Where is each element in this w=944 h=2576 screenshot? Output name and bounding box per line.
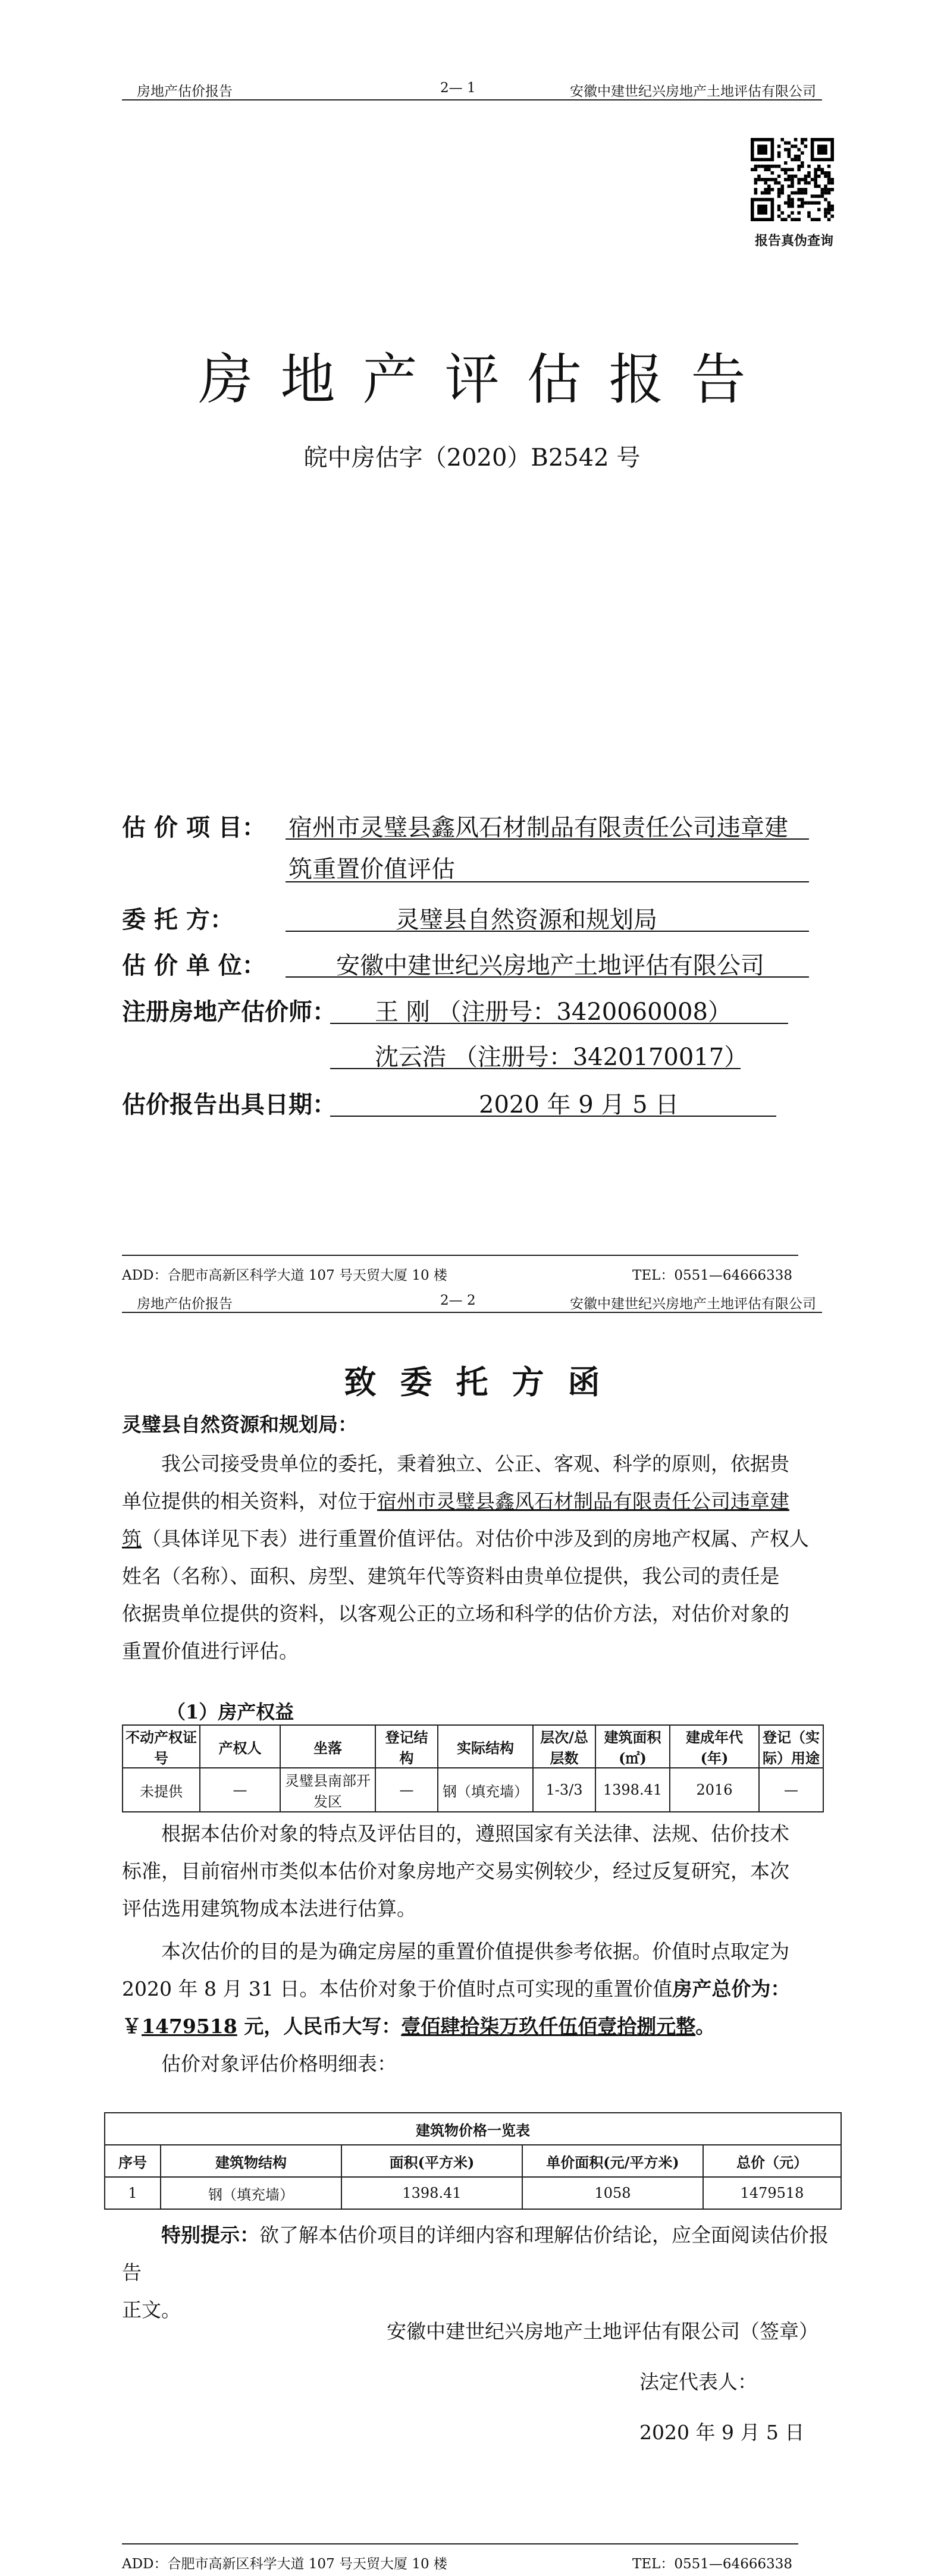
project-value-line2: 筑重置价值评估 — [288, 856, 455, 883]
col-header: 登记结构 — [375, 1725, 438, 1768]
col-header: 建成年代(年) — [670, 1725, 759, 1768]
para1-line3 — [122, 1520, 836, 1557]
para2-line2: 标准，目前宿州市类似本估价对象房地产交易实例较少，经过反复研究，本次 — [122, 1859, 789, 1883]
cell: 灵璧县南部开发区 — [280, 1768, 375, 1812]
header-left: 房地产估价报告 — [137, 84, 233, 99]
rmb-label: 元，人民币大写： — [237, 2015, 402, 2038]
cell: 1398.41 — [595, 1768, 670, 1812]
appraiser-label: 注册房地产估价师： — [122, 998, 336, 1026]
para1-line1: 我公司接受贵单位的委托，秉着独立、公正、客观、科学的原则，依据贵 — [161, 1452, 789, 1475]
underline — [330, 1068, 741, 1069]
header-page-number: 2— 2 — [440, 1293, 476, 1308]
table-row — [105, 2177, 841, 2209]
header-company: 安徽中建世纪兴房地产土地评估有限公司 — [570, 1296, 816, 1312]
para1-text: （具体详见下表）进行重置价值评估。对估价中涉及到的房地产权属、产权人 — [142, 1527, 809, 1550]
cell: 1398.41 — [341, 2177, 522, 2209]
table-title: 建筑物价格一览表 — [105, 2113, 841, 2145]
underline — [286, 976, 809, 978]
letter-title: 致委托方函 — [344, 1363, 624, 1401]
page-header — [122, 80, 822, 100]
unit-label: 估 价 单 位： — [122, 951, 266, 979]
section-property-rights: （1）房产权益 — [167, 1701, 294, 1723]
tip-label: 特别提示： — [161, 2223, 259, 2247]
legal-representative: 法定代表人： — [639, 2370, 757, 2393]
qr-code-icon[interactable] — [751, 138, 834, 221]
paragraph-3 — [122, 1933, 836, 2082]
page-footer — [122, 2543, 798, 2572]
qr-label: 报告真伪查询 — [754, 233, 833, 249]
col-header: 不动产权证号 — [123, 1725, 200, 1768]
col-header: 登记（实际）用途 — [759, 1725, 823, 1768]
col-header: 序号 — [105, 2145, 161, 2177]
signature-company: 安徽中建世纪兴房地产土地评估有限公司（签章） — [387, 2320, 818, 2343]
cell: 未提供 — [123, 1768, 200, 1812]
cell: — — [759, 1768, 823, 1812]
appraiser-2: 沈云浩 （注册号：3420170017） — [375, 1044, 748, 1071]
cell: 1479518 — [703, 2177, 841, 2209]
para1-line6: 重置价值进行评估。 — [122, 1639, 299, 1663]
underline — [286, 931, 809, 932]
report-title: 房地产评估报告 — [198, 348, 773, 411]
para3-line3 — [122, 2008, 836, 2045]
property-rights-table — [122, 1724, 824, 1812]
para1-line2 — [122, 1482, 836, 1520]
col-header: 建筑面积(㎡) — [595, 1725, 670, 1768]
para4: 估价对象评估价格明细表： — [161, 2052, 397, 2075]
col-header: 单价面积(元/平方米) — [522, 2145, 703, 2177]
header-left: 房地产估价报告 — [137, 1296, 233, 1312]
tip-line2: 正文。 — [122, 2298, 181, 2321]
footer-tel: TEL：0551—64666338 — [632, 2556, 792, 2572]
cell: 2016 — [670, 1768, 759, 1812]
table-title-row — [105, 2113, 841, 2145]
currency-symbol: ￥ — [122, 2015, 142, 2038]
para3-text: 2020 年 8 月 31 日。本估价对象于价值时点可实现的重置价值 — [122, 1977, 673, 2000]
cell: 1-3/3 — [533, 1768, 595, 1812]
client-label: 委 托 方： — [122, 906, 234, 934]
para2-line1: 根据本估价对象的特点及评估目的，遵照国家有关法律、法规、估价技术 — [161, 1822, 789, 1845]
col-header: 坐落 — [280, 1725, 375, 1768]
project-value-line1: 宿州市灵璧县鑫风石材制品有限责任公司违章建 — [288, 814, 788, 841]
total-price-label: 房产总价为： — [672, 1977, 791, 2000]
page-footer — [122, 1255, 798, 1283]
date-value: 2020 年 9 月 5 日 — [479, 1091, 679, 1119]
col-header: 总价（元） — [703, 2145, 841, 2177]
total-price-words: 壹佰肆拾柒万玖仟伍佰壹拾捌元整 — [401, 2015, 696, 2038]
header-company: 安徽中建世纪兴房地产土地评估有限公司 — [570, 84, 816, 99]
letter-page — [0, 1292, 944, 2576]
subject-name: 宿州市灵璧县鑫风石材制品有限责任公司违章建 — [377, 1490, 789, 1513]
cell: 1 — [105, 2177, 161, 2209]
underline — [330, 1023, 788, 1024]
paragraph-2 — [122, 1815, 836, 1927]
appraiser-1: 王 刚 （注册号：3420060008） — [375, 998, 732, 1026]
footer-address: ADD：合肥市高新区科学大道 107 号天贸大厦 10 楼 — [122, 2556, 447, 2572]
col-header: 建筑物结构 — [161, 2145, 341, 2177]
tip-text: 欲了解本估价项目的详细内容和理解估价结论，应全面阅读估价报告 — [122, 2223, 829, 2284]
col-header: 产权人 — [200, 1725, 280, 1768]
cell: 1058 — [522, 2177, 703, 2209]
header-page-number: 2— 1 — [440, 80, 476, 96]
project-label: 估 价 项 目： — [122, 813, 266, 841]
paragraph-1 — [122, 1445, 836, 1670]
addressee: 灵璧县自然资源和规划局： — [122, 1413, 357, 1436]
col-header: 面积(平方米) — [341, 2145, 522, 2177]
cell: — — [375, 1768, 438, 1812]
price-table — [104, 2112, 842, 2210]
cell: — — [200, 1768, 280, 1812]
document-number: 皖中房估字（2020）B2542 号 — [303, 444, 641, 472]
underline — [286, 881, 809, 882]
special-tip — [122, 2216, 836, 2329]
para1-line5: 依据贵单位提供的资料，以客观公正的立场和科学的估价方法，对估价对象的 — [122, 1602, 789, 1625]
unit-value: 安徽中建世纪兴房地产土地评估有限公司 — [336, 952, 764, 979]
cell: 钢（填充墙） — [161, 2177, 341, 2209]
col-header: 实际结构 — [438, 1725, 533, 1768]
para3-line2 — [122, 1970, 836, 2008]
cell: 钢（填充墙） — [438, 1768, 533, 1812]
subject-name-end: 筑 — [122, 1527, 142, 1550]
footer-address: ADD：合肥市高新区科学大道 107 号天贸大厦 10 楼 — [122, 1268, 447, 1283]
tip-line1 — [122, 2216, 836, 2291]
total-price-value: 1479518 — [142, 2015, 237, 2038]
signature-date: 2020 年 9 月 5 日 — [639, 2421, 805, 2444]
client-value: 灵璧县自然资源和规划局 — [396, 906, 657, 934]
table-row — [123, 1768, 823, 1812]
para3-line1: 本次估价的目的是为确定房屋的重置价值提供参考依据。价值时点取定为 — [161, 1940, 789, 1963]
date-label: 估价报告出具日期： — [122, 1091, 336, 1119]
col-header: 层次/总层数 — [533, 1725, 595, 1768]
underline — [286, 838, 809, 840]
para2-line3: 评估选用建筑物成本法进行估算。 — [122, 1897, 416, 1920]
period: 。 — [695, 2015, 716, 2038]
para1-text: 单位提供的相关资料，对位于 — [122, 1490, 377, 1513]
para1-line4: 姓名（名称）、面积、房型、建筑年代等资料由贵单位提供，我公司的责任是 — [122, 1565, 780, 1588]
table-header-row — [105, 2145, 841, 2177]
table-header-row — [123, 1725, 823, 1768]
page-header — [122, 1293, 822, 1313]
footer-tel: TEL：0551—64666338 — [632, 1268, 792, 1283]
underline — [330, 1116, 776, 1117]
